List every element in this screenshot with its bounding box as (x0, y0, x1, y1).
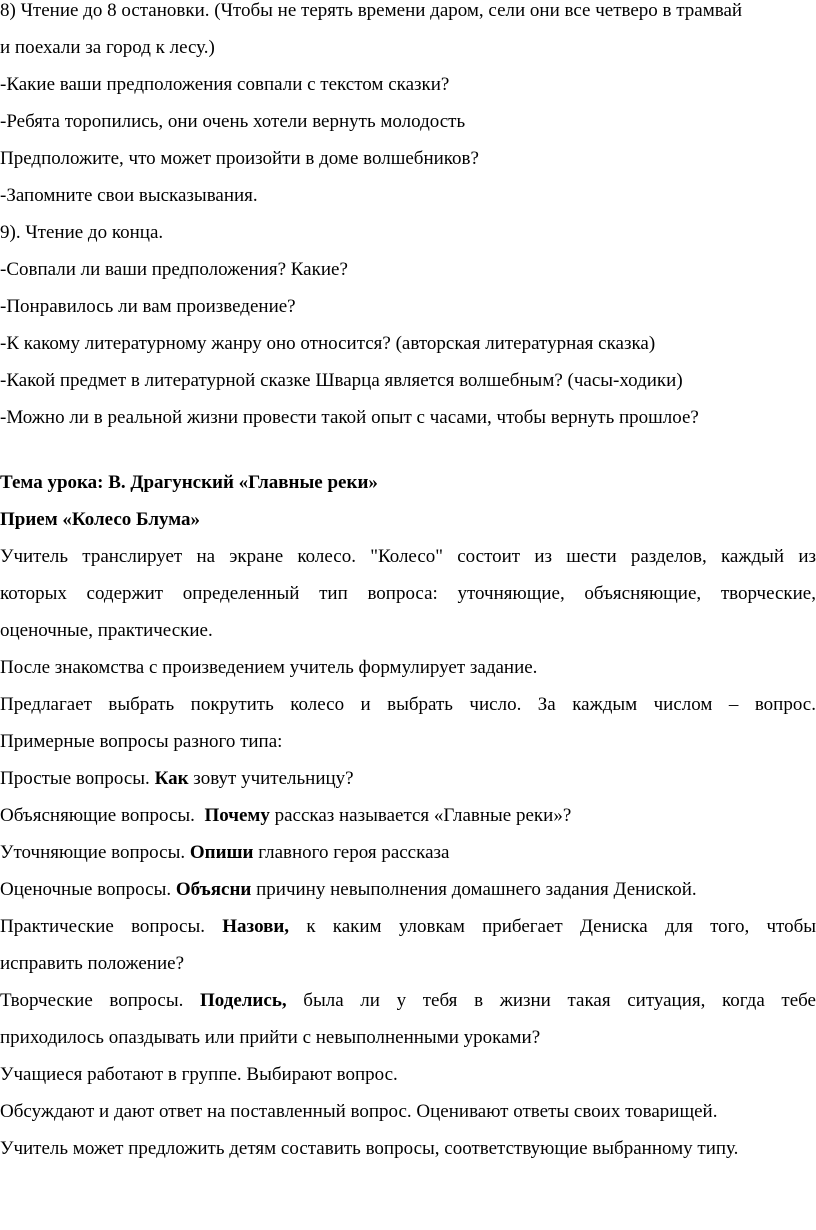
question-creative-continuation: приходилось опаздывать или прийти с невыполненными уроками? (0, 1027, 541, 1048)
question-text: рассказ называется «Главные реки»? (274, 805, 572, 826)
question-type: Объясняющие вопросы. (0, 805, 195, 826)
intro-line: Учитель транслирует на экране колесо. "Колесо" состоит из шести разделов, каждый из (0, 546, 816, 567)
text-line: -Можно ли в реальной жизни провести такой опыт с часами, чтобы вернуть прошлое? (0, 407, 699, 428)
question-text: была ли у тебя в жизни такая ситуация, когда тебе (303, 990, 816, 1011)
text-line: -Какой предмет в литературной сказке Шварца является волшебным? (часы-ходики) (0, 370, 683, 391)
question-practical-continuation: исправить положение? (0, 953, 184, 974)
question-keyword: Опиши (189, 842, 254, 863)
question-type: Простые вопросы. (0, 768, 150, 789)
text-line: -Ребята торопились, они очень хотели вернуть молодость (0, 111, 466, 132)
text-line: -Совпали ли ваши предположения? Какие? (0, 259, 348, 280)
question-simple (0, 762, 816, 796)
lesson-topic-heading (0, 466, 816, 500)
intro-line: После знакомства с произведением учитель формулирует задание. (0, 657, 538, 678)
closing-line: Учащиеся работают в группе. Выбирают вопрос. (0, 1064, 398, 1085)
intro-line: которых содержит определенный тип вопроса: уточняющие, объясняющие, творческие, (0, 583, 816, 604)
intro-line: Примерные вопросы разного типа: (0, 731, 283, 752)
closing-line: Учитель может предложить детям составить вопросы, соответствующие выбранному типу. (0, 1138, 739, 1159)
question-type: Оценочные вопросы. (0, 879, 172, 900)
text-line: -Понравилось ли вам произведение? (0, 296, 296, 317)
question-practical (0, 910, 816, 944)
text-line: Предположите, что может произойти в доме волшебников? (0, 148, 479, 169)
text-line: и поехали за город к лесу.) (0, 37, 215, 58)
question-type: Творческие вопросы. (0, 990, 184, 1011)
text-line: -Какие ваши предположения совпали с текстом сказки? (0, 74, 450, 95)
closing-line: Обсуждают и дают ответ на поставленный вопрос. Оценивают ответы своих товарищей. (0, 1101, 718, 1122)
question-explaining (0, 799, 816, 833)
text-line: 8) Чтение до 8 остановки. (Чтобы не терять времени даром, сели они все четверо в трамвай (0, 0, 743, 21)
question-keyword: Как (154, 768, 189, 789)
question-evaluative (0, 873, 816, 907)
question-keyword: Объясни (175, 879, 252, 900)
text-line: -К какому литературному жанру оно относится? (авторская литературная сказка) (0, 333, 656, 354)
question-text: зовут учительницу? (193, 768, 354, 789)
question-type: Практические вопросы. (0, 916, 206, 937)
method-heading (0, 503, 816, 537)
intro-line: Предлагает выбрать покрутить колесо и выбрать число. За каждым числом – вопрос. (0, 694, 816, 715)
intro-line: оценочные, практические. (0, 620, 213, 641)
question-keyword: Поделись, (200, 990, 287, 1011)
method-title-text: Прием «Колесо Блума» (0, 509, 201, 530)
question-text: причину невыполнения домашнего задания Дениской. (256, 879, 697, 900)
question-text: к каким уловкам прибегает Дениска для того, чтобы (306, 916, 816, 937)
question-creative (0, 984, 816, 1018)
text-line: 9). Чтение до конца. (0, 222, 164, 243)
question-keyword: Почему (204, 805, 270, 826)
question-keyword: Назови, (222, 916, 290, 937)
question-clarifying (0, 836, 816, 870)
question-text: главного героя рассказа (258, 842, 450, 863)
lesson-topic-text: Тема урока: В. Драгунский «Главные реки» (0, 472, 378, 493)
text-line: -Запомните свои высказывания. (0, 185, 258, 206)
question-type: Уточняющие вопросы. (0, 842, 186, 863)
